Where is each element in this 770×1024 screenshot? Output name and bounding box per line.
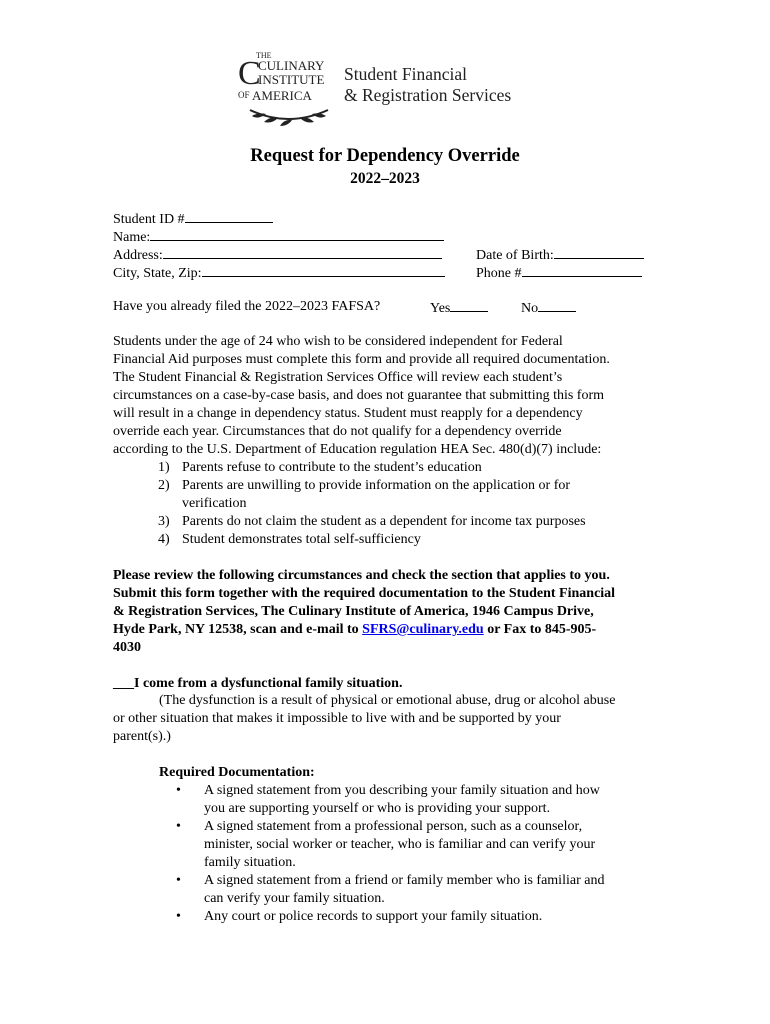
list-number: 4): [158, 532, 170, 547]
instructions-line: Please review the following circumstances and check the section that applies to you.: [113, 568, 610, 583]
list-text: Any court or police records to support your family situation.: [204, 909, 543, 924]
section-description-line: parent(s).): [113, 729, 171, 744]
section-heading: I come from a dysfunctional family situation.: [134, 676, 403, 691]
phone-blank[interactable]: [522, 263, 642, 277]
address-label: Address:: [113, 248, 163, 263]
logo-institute-text: INSTITUTE: [258, 72, 325, 87]
city-state-zip-field: [113, 263, 445, 283]
student-id-blank[interactable]: [185, 209, 273, 223]
list-item: [158, 531, 586, 549]
intro-line: Students under the age of 24 who wish to be considered independent for Federal: [113, 334, 563, 349]
list-number: 1): [158, 460, 170, 475]
address-blank[interactable]: [163, 245, 442, 259]
name-label: Name:: [113, 230, 151, 245]
instructions-line: & Registration Services, The Culinary Institute of America, 1946 Campus Drive,: [113, 604, 594, 619]
list-text: A signed statement from a professional person, such as a counselor,: [204, 819, 583, 834]
fafsa-no-blank[interactable]: [538, 298, 576, 312]
list-number: 3): [158, 514, 170, 529]
list-text: you are supporting yourself or who is providing your support.: [204, 801, 551, 816]
office-name-line1: Student Financial: [344, 64, 467, 84]
address-field: [113, 245, 442, 265]
phone-field: [476, 263, 642, 283]
city-state-zip-label: City, State, Zip:: [113, 266, 202, 281]
bullet-icon: •: [176, 909, 181, 924]
submission-instructions: [113, 567, 615, 657]
instructions-line: Submit this form together with the required documentation to the Student Financial: [113, 586, 616, 601]
name-field: [113, 227, 444, 247]
bullet-icon: •: [176, 783, 181, 798]
fafsa-yes-label: Yes: [430, 301, 451, 316]
section-description: [113, 692, 615, 746]
list-text: can verify your family situation.: [204, 891, 385, 906]
required-documentation-heading: Required Documentation:: [159, 765, 315, 780]
list-item: [176, 782, 604, 818]
student-id-field: [113, 209, 273, 229]
student-id-label: Student ID #: [113, 212, 185, 227]
intro-line: Financial Aid purposes must complete this form and provide all required documentation.: [113, 352, 610, 367]
dob-label: Date of Birth:: [476, 248, 554, 263]
list-item: [176, 908, 604, 926]
list-text: minister, social worker or teacher, who is familiar and can verify your: [204, 837, 596, 852]
intro-line: will result in a change in dependency status. Student must reapply for a dependency: [113, 406, 583, 421]
fafsa-yes-option: [430, 298, 488, 318]
svg-text:C: C: [238, 55, 261, 92]
list-item: [176, 872, 604, 908]
instructions-text: Hyde Park, NY 12538, scan and e-mail to: [113, 622, 363, 637]
cia-logo: [236, 44, 536, 128]
logo-the-text: THE: [256, 51, 272, 60]
fafsa-question: Have you already filed the 2022–2023 FAFSA?: [113, 299, 381, 314]
list-number: 2): [158, 478, 170, 493]
list-text: A signed statement from you describing your family situation and how: [204, 783, 600, 798]
list-item: [176, 818, 604, 872]
dob-field: [476, 245, 644, 265]
list-text: verification: [182, 496, 247, 511]
list-text: A signed statement from a friend or family member who is familiar and: [204, 873, 605, 888]
name-blank[interactable]: [150, 227, 444, 241]
list-item: [158, 513, 586, 531]
instructions-text: or Fax to 845-905-: [483, 622, 597, 637]
list-text: Parents do not claim the student as a dependent for income tax purposes: [182, 514, 586, 529]
logo-america-text: AMERICA: [252, 88, 312, 103]
fafsa-yes-blank[interactable]: [450, 298, 488, 312]
form-year: 2022–2023: [350, 170, 420, 187]
list-item: [158, 477, 586, 513]
section-check-blank[interactable]: ___: [113, 676, 134, 691]
nonqualifying-list: [158, 459, 586, 549]
dysfunctional-family-section: [113, 675, 402, 693]
instructions-line: [113, 621, 615, 639]
office-name: [344, 64, 511, 106]
city-state-zip-blank[interactable]: [202, 263, 445, 277]
page-title: Request for Dependency Override: [250, 146, 520, 166]
email-link[interactable]: SFRS@culinary.edu: [362, 622, 484, 637]
bullet-icon: •: [176, 819, 181, 834]
intro-line: override each year. Circumstances that do not qualify for a dependency override: [113, 424, 562, 439]
logo-of-text: OF: [238, 90, 250, 100]
intro-line: The Student Financial & Registration Services Office will review each student’s: [113, 370, 563, 385]
cia-wordmark-logo: [236, 44, 346, 128]
list-text: family situation.: [204, 855, 296, 870]
required-documentation-list: [176, 782, 604, 926]
list-text: Student demonstrates total self-sufficiency: [182, 532, 421, 547]
section-description-line: or other situation that makes it impossible to live with and be supported by your: [113, 711, 561, 726]
intro-line: circumstances on a case-by-case basis, and does not guarantee that submitting this form: [113, 388, 605, 403]
fafsa-no-option: [521, 298, 576, 318]
intro-paragraph: [113, 333, 658, 459]
bullet-icon: •: [176, 873, 181, 888]
list-text: Parents refuse to contribute to the student’s education: [182, 460, 482, 475]
dob-blank[interactable]: [554, 245, 644, 259]
office-name-line2: & Registration Services: [344, 85, 512, 105]
intro-line: according to the U.S. Department of Education regulation HEA Sec. 480(d)(7) include:: [113, 442, 602, 457]
fafsa-no-label: No: [521, 301, 539, 316]
section-description-line: (The dysfunction is a result of physical or emotional abuse, drug or alcohol abuse: [159, 693, 616, 708]
list-text: Parents are unwilling to provide information on the application or for: [182, 478, 571, 493]
instructions-line: 4030: [113, 640, 141, 655]
list-item: [158, 459, 586, 477]
logo-culinary-text: CULINARY: [258, 58, 325, 73]
phone-label: Phone #: [476, 266, 522, 281]
